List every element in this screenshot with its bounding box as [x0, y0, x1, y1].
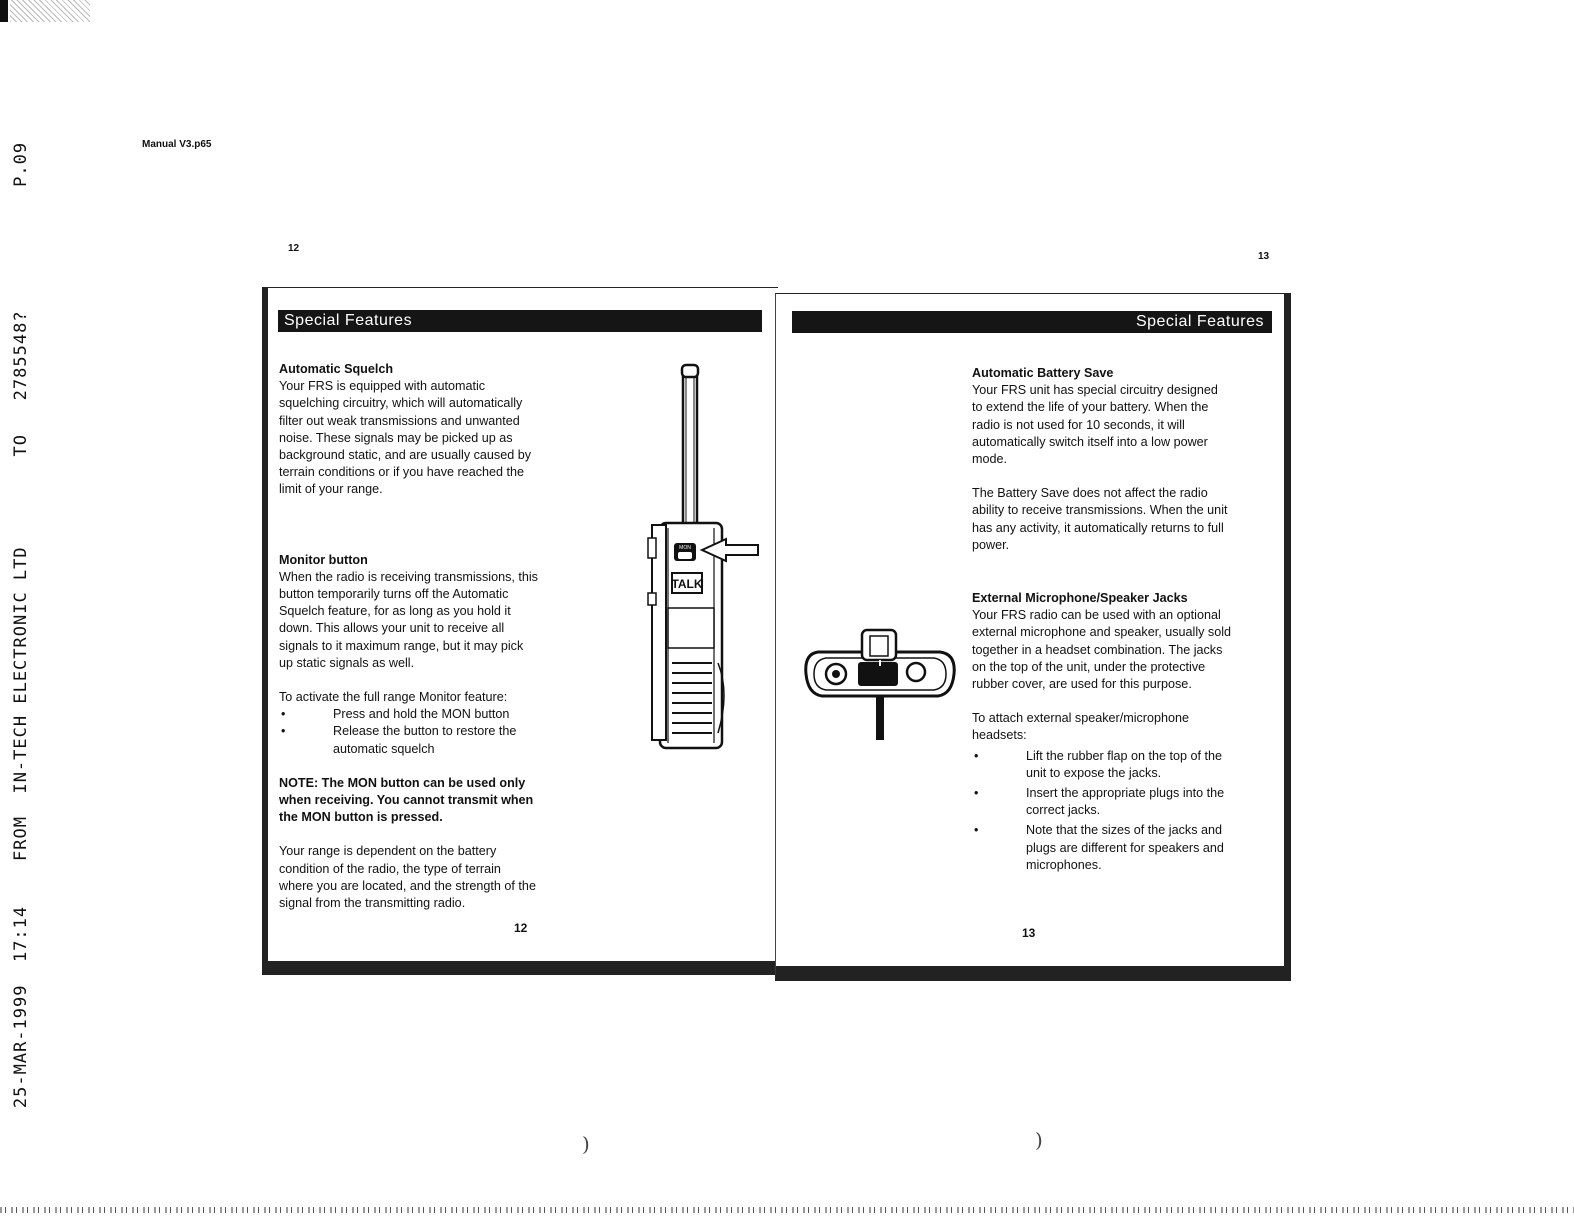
squelch-line: background static, and are usually caused by — [279, 448, 532, 463]
bullet-dot: • — [974, 823, 979, 838]
jacks-line: external microphone and speaker, usually sold — [972, 625, 1232, 640]
note-line: NOTE: The MON button can be used only — [279, 775, 526, 790]
fax-bottom-noise — [0, 1207, 1574, 1213]
top-page-number-left: 12 — [288, 243, 300, 254]
bullet-line: Note that the sizes of the jacks and — [1026, 823, 1223, 838]
footer-mark-left: ) — [582, 1132, 590, 1156]
squelch-line: limit of your range. — [279, 482, 383, 497]
bullet-line: Press and hold the MON button — [333, 707, 510, 722]
jacks-line: together in a headset combination. The jacks — [972, 642, 1223, 657]
monitor-heading: Monitor button — [279, 552, 368, 567]
monitor-line: signals to it maximum range, but it may pick — [279, 638, 524, 653]
file-label: Manual V3.p65 — [142, 139, 212, 150]
battery-line: Your FRS unit has special circuitry designed — [972, 383, 1218, 398]
battery-line: radio is not used for 10 seconds, it will — [972, 417, 1185, 432]
activate-intro: To activate the full range Monitor feature: — [279, 690, 508, 705]
attach-line: headsets: — [972, 728, 1027, 743]
footer-mark-right: ) — [1035, 1128, 1043, 1152]
fax-corner-mark — [0, 0, 8, 22]
monitor-line: button temporarily turns off the Automatic — [279, 587, 509, 602]
right-page-banner: Special Features — [792, 311, 1272, 333]
bullet-dot: • — [281, 724, 286, 739]
squelch-line: terrain conditions or if you have reached the — [279, 465, 525, 480]
monitor-line: down. This allows your unit to receive all — [279, 621, 505, 636]
battery-heading: Automatic Battery Save — [972, 366, 1114, 380]
bullet-item — [972, 822, 1277, 874]
radio-mon-label: MON — [679, 545, 691, 551]
bullet-item — [972, 785, 1277, 819]
squelch-line: squelching circuitry, which will automatically — [279, 396, 523, 411]
radio-talk-label: TALK — [671, 577, 703, 591]
fax-transmission-header — [6, 140, 36, 1110]
bullet-line: plugs are different for speakers and — [1026, 840, 1224, 855]
right-page-number: 13 — [1022, 926, 1036, 940]
bullet-dot: • — [974, 748, 979, 763]
jacks-line: Your FRS radio can be used with an optional — [972, 608, 1221, 623]
left-page-number: 12 — [514, 921, 528, 935]
battery-line: to extend the life of your battery. When the — [972, 400, 1209, 415]
left-page — [262, 287, 778, 975]
left-page-banner: Special Features — [278, 310, 762, 332]
bullet-line: automatic squelch — [333, 741, 435, 756]
battery-line: has any activity, it automatically returns to full — [972, 520, 1224, 535]
monitor-line: Squelch feature, for as long as you hold it — [279, 604, 511, 619]
battery-line: automatically switch itself into a low power — [972, 434, 1208, 449]
bullet-item — [279, 706, 609, 723]
range-line: condition of the radio, the type of terrain — [279, 861, 501, 876]
range-line: Your range is dependent on the battery — [279, 844, 497, 859]
jacks-heading: External Microphone/Speaker Jacks — [972, 591, 1188, 606]
monitor-line: up static signals as well. — [279, 655, 415, 670]
note-line: the MON button is pressed. — [279, 810, 443, 825]
bullet-dot: • — [281, 707, 286, 722]
squelch-line: Your FRS is equipped with automatic — [279, 379, 486, 394]
jacks-line: on the top of the unit, under the protective — [972, 659, 1206, 674]
bullet-line: Insert the appropriate plugs into the — [1026, 786, 1225, 801]
bullet-item — [972, 748, 1277, 782]
left-page-text — [279, 361, 609, 912]
battery-line: power. — [972, 537, 1010, 552]
battery-line: ability to receive transmissions. When the unit — [972, 503, 1228, 518]
range-line: where you are located, and the strength of the — [279, 878, 536, 893]
battery-line: mode. — [972, 452, 1008, 467]
right-page — [775, 293, 1291, 981]
top-page-number-right: 13 — [1258, 251, 1270, 262]
right-page-text — [972, 365, 1277, 874]
squelch-line: noise. These signals may be picked up as — [279, 430, 513, 445]
fax-header-text: 25-MAR-1999 17:14 FROM IN-TECH ELECTRONIC LTD TO 2785548? P.09 — [11, 141, 31, 1109]
bullet-line: microphones. — [1026, 857, 1102, 872]
radio-illustration — [638, 363, 763, 753]
monitor-line: When the radio is receiving transmissions, this — [279, 569, 538, 584]
squelch-line: filter out weak transmissions and unwanted — [279, 413, 520, 428]
bullet-line: unit to expose the jacks. — [1026, 765, 1162, 780]
jacks-line: rubber cover, are used for this purpose. — [972, 677, 1192, 692]
bullet-line: Release the button to restore the — [333, 724, 517, 739]
bullet-dot: • — [974, 786, 979, 801]
fax-corner-noise — [10, 0, 90, 22]
bullet-line: correct jacks. — [1026, 803, 1101, 818]
attach-line: To attach external speaker/microphone — [972, 711, 1190, 726]
range-line: signal from the transmitting radio. — [279, 896, 466, 911]
squelch-heading: Automatic Squelch — [279, 362, 394, 376]
jacks-illustration — [800, 624, 960, 744]
bullet-line: Lift the rubber flap on the top of the — [1026, 748, 1223, 763]
battery-line: The Battery Save does not affect the radio — [972, 486, 1208, 501]
note-line: when receiving. You cannot transmit when — [279, 793, 534, 808]
bullet-item — [279, 723, 609, 757]
